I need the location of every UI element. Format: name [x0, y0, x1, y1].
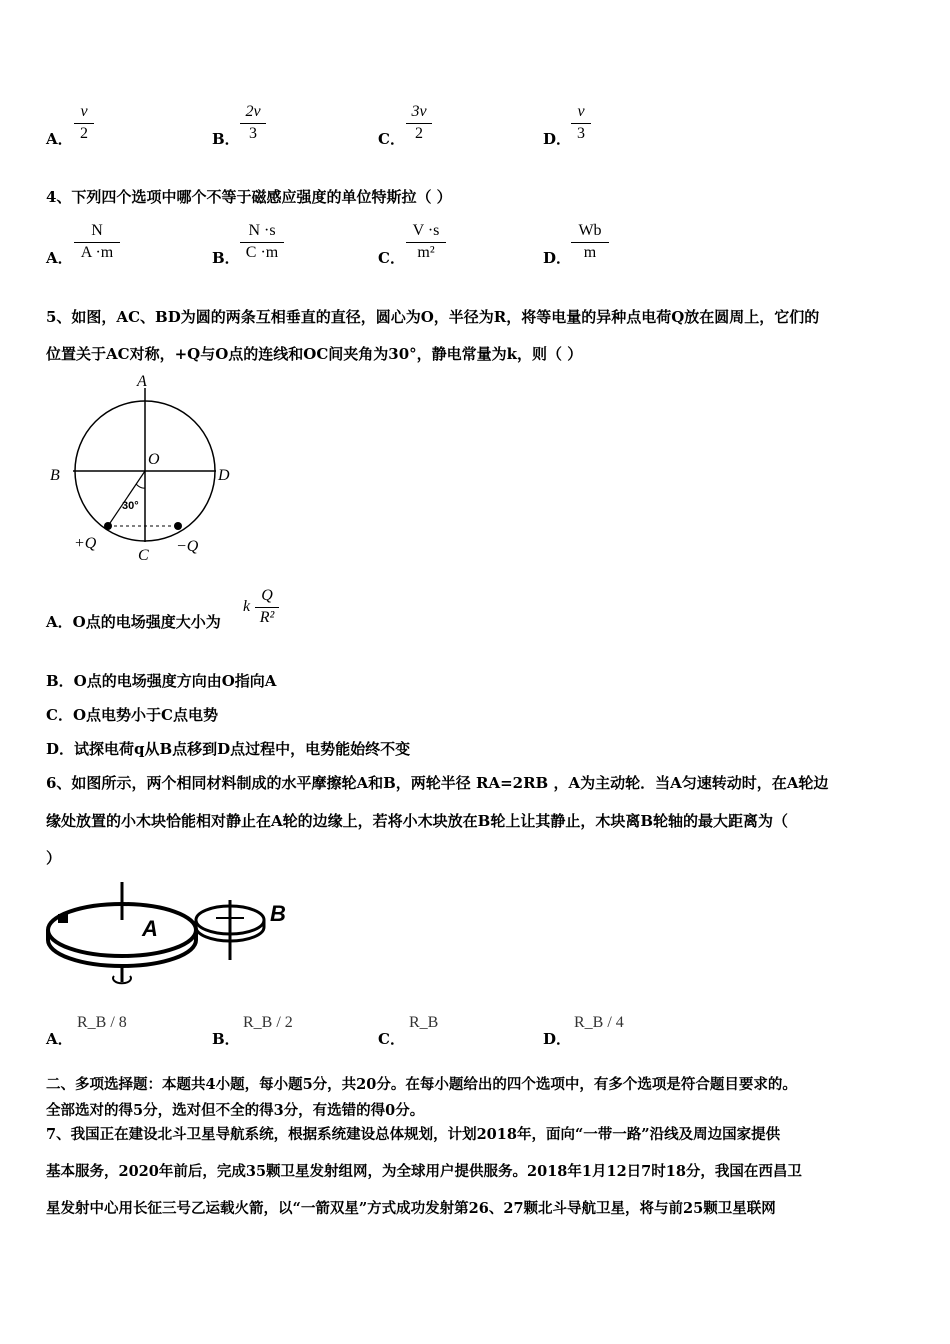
plus-q-charge	[104, 522, 112, 530]
q4-option-b-label: B．	[212, 249, 240, 267]
q5-option-b: B．O点的电场强度方向由O指向A	[46, 672, 277, 690]
q6-wheels-figure	[44, 878, 304, 996]
q3-option-c-fraction: $\frac{3v}{2}$	[406, 103, 432, 144]
q6-option-a-label: A．	[46, 1030, 73, 1048]
label-a: A	[137, 373, 147, 390]
label-wheel-a: A	[142, 916, 158, 941]
q3-option-b-label: B．	[212, 130, 240, 148]
q4-option-a-fraction: $\frac{N}{A \cdot m}$	[74, 222, 120, 263]
label-angle: 30°	[122, 500, 139, 512]
q6-option-d-expr: R_B / 4	[574, 1014, 624, 1031]
q5-option-a-k: k	[243, 598, 251, 615]
q6-stem-line2: 缘处放置的小木块恰能相对静止在A轮的边缘上，若将小木块放在B轮上让其静止，木块离B轮轴的最大距离为（	[46, 812, 788, 830]
q7-line3: 星发射中心用长征三号乙运载火箭，以“一箭双星”方式成功发射第26、27颗北斗导航卫星，将与前25颗卫星联网	[46, 1200, 776, 1217]
q4-option-c-label: C．	[378, 249, 405, 267]
q5-option-d: D．试探电荷q从B点移到D点过程中，电势能始终不变	[46, 740, 411, 758]
q4-option-a-label: A．	[46, 249, 73, 267]
q5-stem-line2: 位置关于AC对称，+Q与O点的连线和OC间夹角为30°，静电常量为k，则（ ）	[46, 345, 583, 363]
label-b: B	[50, 467, 60, 484]
q6-option-c-expr: R_B	[409, 1014, 439, 1031]
q3-option-c-label: C．	[378, 130, 405, 148]
q7-line2: 基本服务，2020年前后，完成35颗卫星发射组网，为全球用户提供服务。2018年1月12日7时18分，我国在西昌卫	[46, 1163, 802, 1180]
wood-block	[58, 914, 68, 923]
q5-option-a-text: A．O点的电场强度大小为	[46, 613, 221, 631]
q5-circle-figure	[40, 368, 250, 568]
q3-option-a-label: A．	[46, 130, 73, 148]
label-d: D	[218, 467, 230, 484]
q3-option-d-label: D．	[543, 130, 572, 148]
q6-option-a-expr: R_B / 8	[77, 1014, 127, 1031]
q5-stem-line1: 5、如图，AC、BD为圆的两条互相垂直的直径，圆心为O，半径为R，将等电量的异种点电荷Q放在圆周上，它们的	[46, 308, 820, 326]
label-o: O	[148, 451, 160, 468]
q6-option-b-label: B．	[212, 1030, 240, 1048]
q6-stem-line1: 6、如图所示，两个相同材料制成的水平摩擦轮A和B，两轮半径 RA=2RB ，A为主动轮．当A匀速转动时，在A轮边	[46, 774, 829, 792]
section2-line2: 全部选对的得5分，选对但不全的得3分，有选错的得0分。	[46, 1102, 425, 1119]
q4-option-c-fraction: $\frac{V \cdot s}{\text{m²}}$	[406, 222, 446, 263]
q6-option-c-label: C．	[378, 1030, 405, 1048]
q3-option-d-fraction: $\frac{v}{3}$	[571, 103, 591, 144]
q5-option-c: C．O点电势小于C点电势	[46, 706, 218, 724]
q4-option-d-fraction: $\frac{Wb}{m}$	[571, 222, 609, 263]
q6-stem-line3: ）	[46, 849, 62, 867]
label-minus-q: −Q	[176, 538, 199, 555]
q3-option-b-fraction: $\frac{2v}{3}$	[240, 103, 266, 144]
minus-q-charge	[174, 522, 182, 530]
q7-line1: 7、我国正在建设北斗卫星导航系统，根据系统建设总体规划，计划2018年，面向“一带一路”沿线及周边国家提供	[46, 1126, 781, 1143]
q4-option-d-label: D．	[543, 249, 572, 267]
q6-option-b-expr: R_B / 2	[243, 1014, 293, 1031]
q6-option-d-label: D．	[543, 1030, 572, 1048]
q3-option-a-fraction: $\frac{v}{2}$	[74, 103, 94, 144]
angle-arc	[136, 484, 145, 488]
q4-stem: 4、下列四个选项中哪个不等于磁感应强度的单位特斯拉（ ）	[46, 188, 452, 206]
section2-line1: 二、多项选择题：本题共4小题，每小题5分，共20分。在每小题给出的四个选项中，有多个选项是符合题目要求的。	[46, 1076, 797, 1093]
label-c: C	[138, 547, 149, 564]
label-plus-q: +Q	[74, 535, 97, 552]
radius-to-plus-q	[108, 471, 145, 526]
label-wheel-b: B	[270, 901, 286, 926]
q4-option-b-fraction: $\frac{N \cdot s}{C \cdot m}$	[240, 222, 284, 263]
q5-option-a-fraction: $\frac{Q}{\text{R²}}$	[255, 587, 279, 628]
